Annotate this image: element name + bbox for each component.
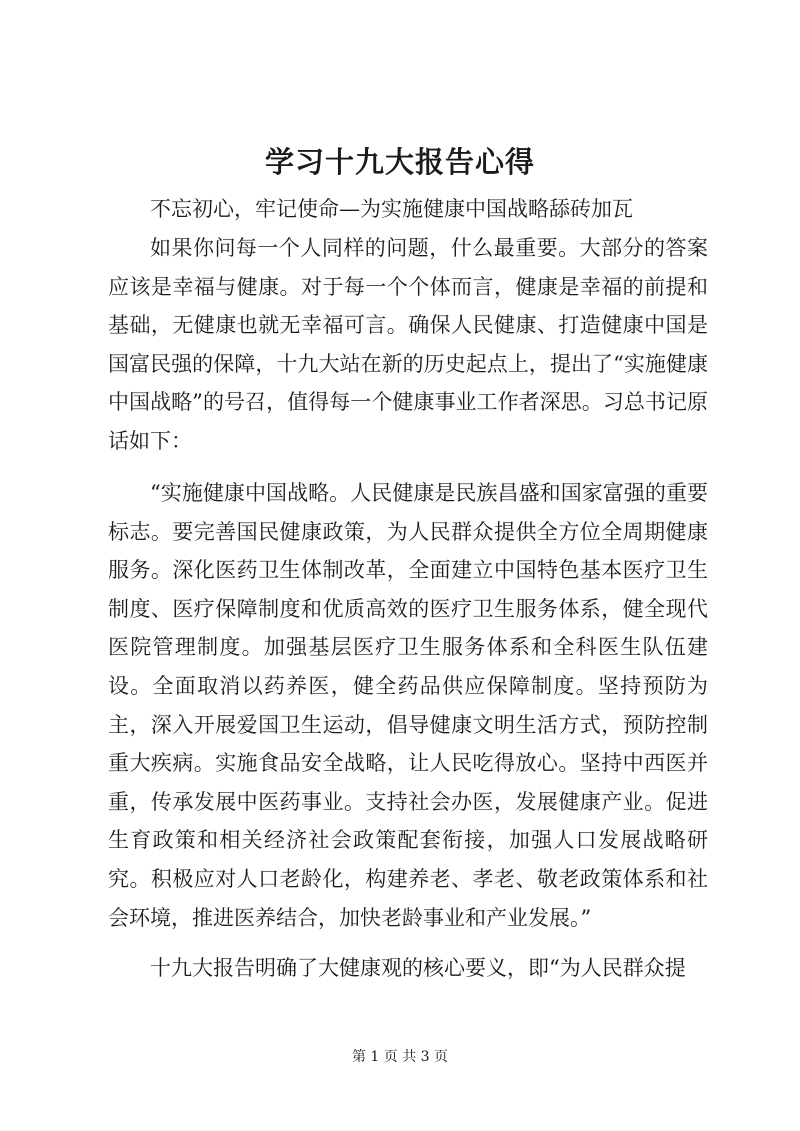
document-subtitle: 不忘初心，牢记使命—为实施健康中国战略舔砖加瓦 xyxy=(150,197,633,221)
page-number-footer: 第 1 页 共 3 页 xyxy=(351,1049,449,1065)
paragraph-intro: 如果你问每一个人同样的问题，什么最重要。大部分的答案应该是幸福与健康。对于每一个个体而言，健康是幸福的前提和基础，无健康也就无幸福可言。确保人民健康、打造健康中国是国富民强的保障，十九大站在新的历史起点上，提出了“实施健康中国战略”的号召，值得每一个健康事业工作者深思。习总书记原话如下： xyxy=(108,236,708,453)
paragraph-quote: “实施健康中国战略。人民健康是民族昌盛和国家富强的重要标志。要完善国民健康政策，为人民群众提供全方位全周期健康服务。深化医药卫生体制改革，全面建立中国特色基本医疗卫生制度、医疗保障制度和优质高效的医疗卫生服务体系，健全现代医院管理制度。加强基层医疗卫生服务体系和全科医生队伍建设。全面取消以药养医，健全药品供应保障制度。坚持预防为主，深入开展爱国卫生运动，倡导健康文明生活方式，预防控制重大疾病。实施食品安全战略，让人民吃得放心。坚持中西医并重，传承发展中医药事业。支持社会办医，发展健康产业。促进生育政策和相关经济社会政策配套衔接，加强人口发展战略研究。积极应对人口老龄化，构建养老、孝老、敬老政策体系和社会环境，推进医养结合，加快老龄事业和产业发展。” xyxy=(108,481,708,930)
document-title: 学习十九大报告心得 xyxy=(264,145,535,179)
paragraph-continuation: 十九大报告明确了大健康观的核心要义，即“为人民群众提 xyxy=(150,956,686,980)
